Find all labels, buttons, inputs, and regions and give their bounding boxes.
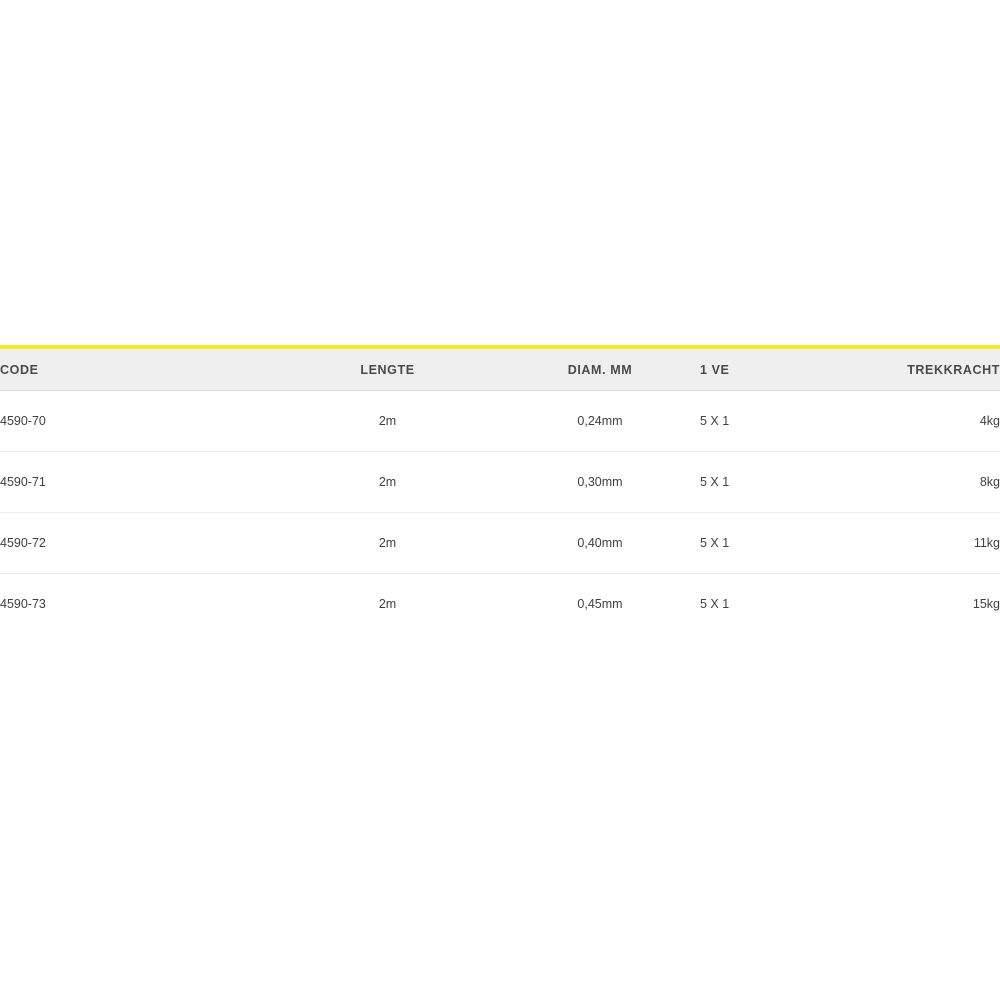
cell-ve: 5 X 1: [700, 574, 880, 635]
table-row: [0, 452, 1000, 513]
table-row: [0, 391, 1000, 452]
cell-ve: 5 X 1: [700, 513, 880, 574]
cell-lengte: 2m: [275, 574, 500, 635]
cell-code: 4590-73: [0, 574, 275, 635]
cell-code: 4590-72: [0, 513, 275, 574]
cell-trekkracht: 4kg: [880, 391, 1000, 452]
cell-diam: 0,40mm: [500, 513, 700, 574]
table-header-row: [0, 347, 1000, 391]
cell-diam: 0,24mm: [500, 391, 700, 452]
cell-lengte: 2m: [275, 452, 500, 513]
column-header-diam: DIAM. MM: [500, 347, 700, 391]
cell-diam: 0,30mm: [500, 452, 700, 513]
cell-lengte: 2m: [275, 513, 500, 574]
cell-ve: 5 X 1: [700, 452, 880, 513]
cell-ve: 5 X 1: [700, 391, 880, 452]
cell-code: 4590-71: [0, 452, 275, 513]
cell-trekkracht: 8kg: [880, 452, 1000, 513]
table-header: [0, 347, 1000, 391]
specification-table: [0, 345, 1000, 634]
spec-table-container: [0, 345, 1000, 634]
cell-lengte: 2m: [275, 391, 500, 452]
table-body: [0, 391, 1000, 635]
cell-trekkracht: 15kg: [880, 574, 1000, 635]
cell-code: 4590-70: [0, 391, 275, 452]
column-header-trekkracht: TREKKRACHT: [880, 347, 1000, 391]
cell-trekkracht: 11kg: [880, 513, 1000, 574]
column-header-ve: 1 VE: [700, 347, 880, 391]
cell-diam: 0,45mm: [500, 574, 700, 635]
table-row: [0, 513, 1000, 574]
column-header-lengte: LENGTE: [275, 347, 500, 391]
column-header-code: CODE: [0, 347, 275, 391]
table-row: [0, 574, 1000, 635]
